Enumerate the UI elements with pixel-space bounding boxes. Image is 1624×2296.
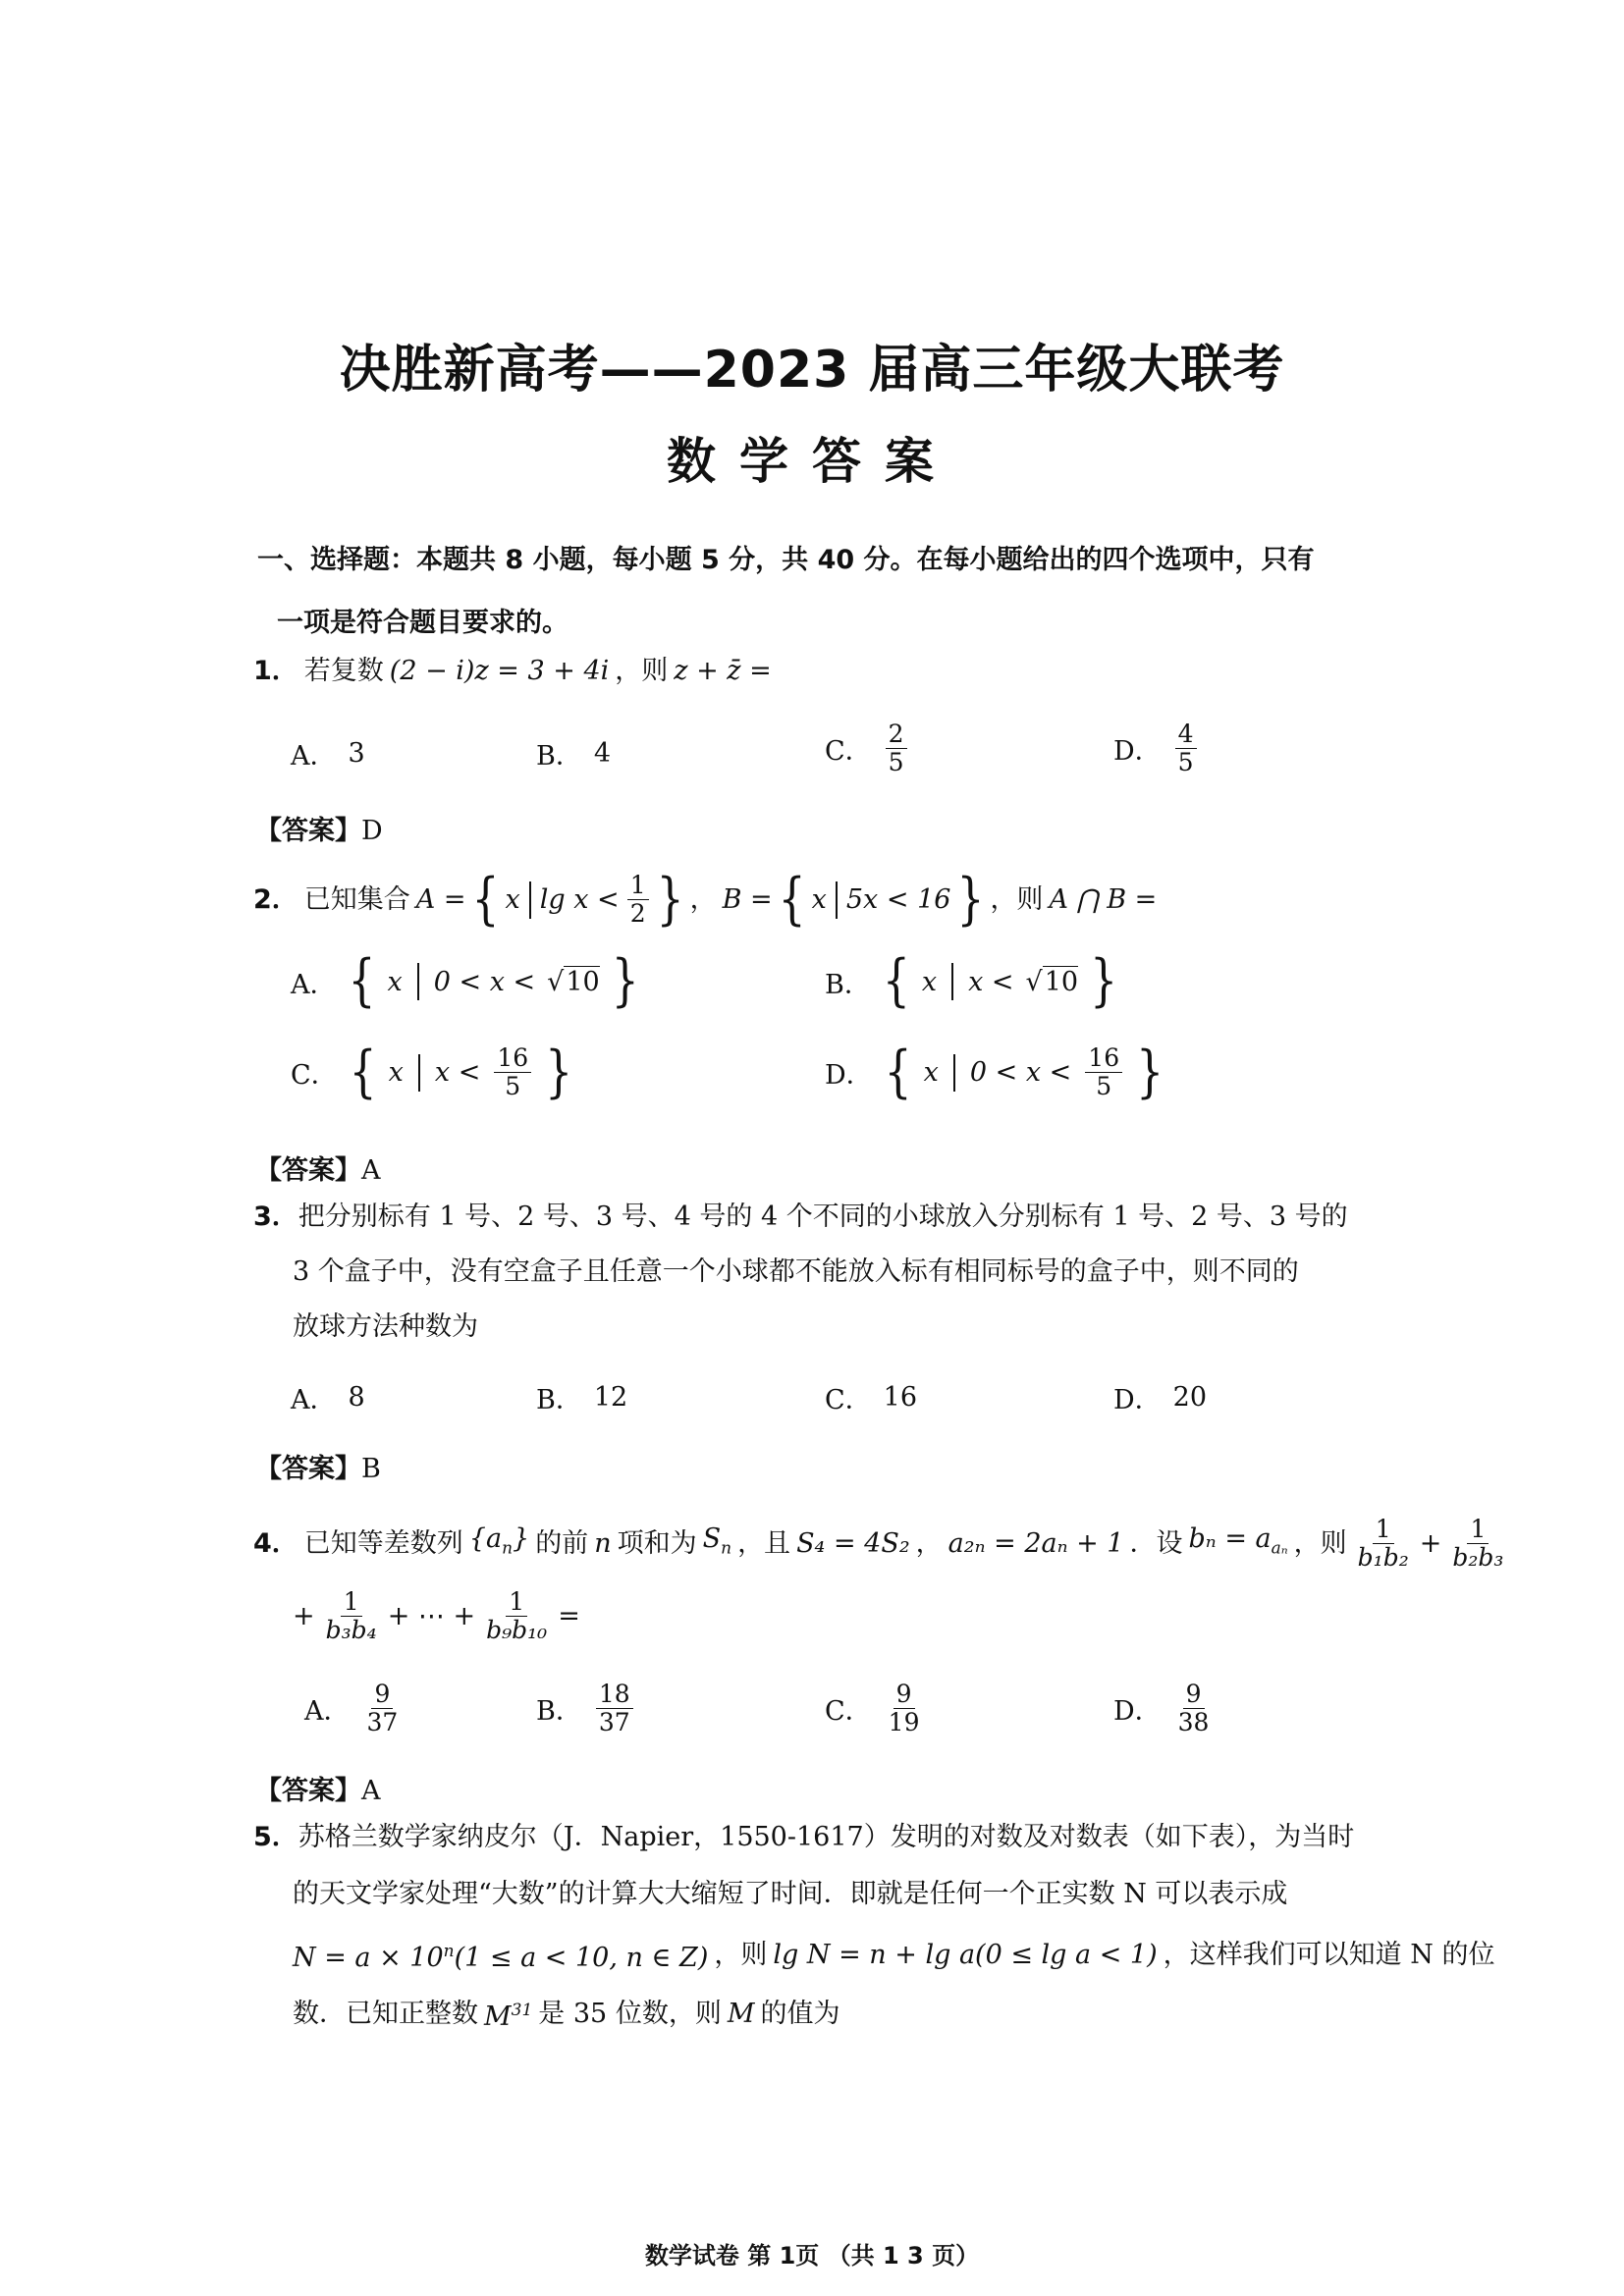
- fraction: $\frac{18}{37}$: [596, 1681, 633, 1736]
- question-text: ．设: [1129, 1527, 1183, 1559]
- math-expression: $\{a_n\}$: [468, 1522, 530, 1559]
- question-3-line2: 3 个盒子中，没有空盒子且任意一个小球都不能放入标有相同标号的盒子中，则不同的: [293, 1256, 1299, 1287]
- option-b: [536, 1378, 627, 1416]
- option-label: B．: [536, 1696, 582, 1727]
- brace-close: }: [1090, 948, 1118, 1014]
- question-number: 4．: [253, 1527, 298, 1559]
- math-expression: $M^{31}$: [484, 2001, 533, 2032]
- math-expression: lg N = n + lg a(0 ≤ lg a < 1): [773, 1939, 1158, 1970]
- option-d: [1113, 1378, 1207, 1416]
- fraction: $\frac{16}{5}$: [1085, 1044, 1122, 1100]
- answer-line: [255, 1769, 381, 1807]
- question-text: ，则: [1293, 1527, 1347, 1559]
- option-c: [291, 1039, 573, 1104]
- question-text: 已知等差数列: [303, 1527, 463, 1559]
- question-text: 把分别标有 1 号、2 号、3 号、4 号的 4 个不同的小球放入分别标有 1 号、2 号、3 号的: [298, 1201, 1348, 1232]
- brace-close: }: [656, 866, 684, 932]
- brace-open: {: [882, 948, 910, 1014]
- sqrt-sign: √10: [547, 966, 600, 997]
- question-text: 的前: [535, 1527, 589, 1559]
- set-bar: [418, 1054, 420, 1092]
- option-c: [825, 1681, 924, 1736]
- question-3-line1: [253, 1198, 1348, 1237]
- question-2: [253, 866, 1158, 932]
- operator: + ⋯ +: [387, 1600, 476, 1631]
- math-expression: n: [594, 1527, 612, 1559]
- math-expression: x: [388, 1057, 404, 1088]
- math-expression: M: [727, 1998, 755, 2029]
- option-value: 3: [348, 738, 365, 769]
- math-expression: x: [923, 1057, 939, 1088]
- question-text: ，则: [615, 656, 669, 686]
- sqrt-sign: √10: [1025, 966, 1079, 997]
- answer-value: A: [361, 1155, 381, 1186]
- math-expression: lg x <: [539, 883, 620, 915]
- option-value: 12: [593, 1382, 628, 1413]
- fraction: $\frac{9}{19}$: [888, 1680, 920, 1736]
- math-expression: (2 − i)z = 3 + 4i: [389, 656, 610, 686]
- answer-tag: 【答案】: [255, 1454, 361, 1484]
- option-d: [825, 1039, 1164, 1104]
- question-text: ，则: [714, 1939, 768, 1970]
- answer-line: [255, 1447, 381, 1485]
- set-bar: [953, 1054, 955, 1092]
- option-b: [825, 948, 1118, 1014]
- page-footer: 数学试卷 第 1页 （共 1 3 页）: [644, 2242, 980, 2269]
- option-label: B．: [825, 969, 871, 1000]
- question-text: 若复数: [303, 656, 384, 686]
- fraction: $\frac{1}{\text{b₉b₁₀}}$: [486, 1587, 548, 1644]
- question-4-line2: [293, 1588, 580, 1644]
- brace-open: {: [349, 1039, 377, 1104]
- math-expression: z + z̄ =: [674, 656, 772, 686]
- option-a: [291, 734, 365, 773]
- option-value: 20: [1172, 1382, 1208, 1413]
- option-a: [304, 1681, 403, 1736]
- math-expression: A ⋂ B =: [1049, 883, 1158, 915]
- set-bar: [417, 963, 419, 1000]
- question-1: [253, 652, 772, 691]
- brace-open: {: [884, 1039, 912, 1104]
- question-number: 1．: [253, 656, 298, 686]
- math-expression: A =: [415, 883, 466, 915]
- math-expression: x: [505, 883, 520, 915]
- operator: +: [1419, 1527, 1442, 1559]
- fraction: $\frac{4}{5}$: [1175, 721, 1197, 776]
- page-subtitle: 数学答案: [667, 433, 957, 490]
- section-heading-line1: 一、选择题：本题共 8 小题，每小题 5 分，共 40 分。在每小题给出的四个选项中，只有: [257, 545, 1315, 575]
- answer-value: A: [361, 1776, 381, 1806]
- answer-line: [255, 809, 383, 847]
- math-expression: $N = a \times 10^n(1 \le a < 10$, n ∈ Z): [293, 1942, 709, 1973]
- answer-value: D: [361, 816, 383, 846]
- question-text: 项和为: [617, 1527, 697, 1559]
- math-expression: $S_n$: [702, 1522, 732, 1559]
- option-b: [536, 734, 611, 773]
- option-b: [536, 1681, 635, 1736]
- option-value: 16: [883, 1382, 918, 1413]
- page-title: 决胜新高考——2023 届高三年级大联考: [339, 341, 1285, 400]
- option-label: B．: [536, 741, 582, 772]
- math-expression: a₂ₙ = 2aₙ + 1: [947, 1527, 1124, 1559]
- option-label: D．: [1113, 1385, 1162, 1415]
- fraction: $\frac{1}{2}$: [627, 872, 649, 928]
- math-expression: x <: [434, 1057, 481, 1088]
- question-number: 5．: [253, 1822, 298, 1852]
- answer-value: B: [361, 1454, 381, 1484]
- set-bar: [836, 881, 838, 919]
- answer-tag: 【答案】: [255, 1155, 361, 1186]
- math-expression: 0 < x <: [433, 966, 536, 997]
- option-label: D．: [825, 1060, 873, 1091]
- fraction: $\frac{1}{\text{b₁b₂}}$: [1357, 1515, 1409, 1572]
- math-expression: x: [811, 883, 827, 915]
- math-expression: x: [921, 966, 938, 997]
- fraction: $\frac{16}{5}$: [494, 1044, 531, 1100]
- option-d: [1113, 1681, 1214, 1736]
- question-text: 是 35 位数，则: [538, 1998, 722, 2029]
- question-text: ，这样我们可以知道 N 的位: [1163, 1939, 1495, 1970]
- option-value: 4: [593, 738, 612, 769]
- brace-close: }: [956, 866, 985, 932]
- set-bar: [529, 881, 531, 919]
- math-expression: 0 < x <: [969, 1057, 1072, 1088]
- brace-close: }: [611, 948, 639, 1014]
- question-5-line2: 的天文学家处理“大数”的计算大大缩短了时间．即就是任何一个正实数 N 可以表示成: [293, 1879, 1288, 1909]
- question-5-line1: [253, 1818, 1354, 1857]
- answer-tag: 【答案】: [255, 816, 361, 846]
- option-a: [291, 948, 639, 1014]
- question-5-line3: [293, 1932, 1494, 1978]
- answer-tag: 【答案】: [255, 1776, 361, 1806]
- option-label: B．: [536, 1385, 582, 1415]
- brace-open: {: [471, 866, 500, 932]
- option-c: [825, 1378, 917, 1416]
- option-c: [825, 721, 909, 776]
- option-label: A．: [304, 1696, 351, 1727]
- option-label: C．: [825, 1385, 872, 1415]
- fraction: $\frac{9}{38}$: [1177, 1680, 1210, 1736]
- punctuation: ，: [915, 1527, 943, 1559]
- question-text: 的值为: [760, 1998, 840, 2029]
- section-heading-line2: 一项是符合题目要求的。: [277, 608, 568, 638]
- option-label: D．: [1113, 736, 1162, 767]
- math-expression: 5x < 16: [845, 883, 951, 915]
- question-number: 2．: [253, 883, 298, 915]
- brace-open: {: [778, 866, 806, 932]
- option-label: C．: [825, 1696, 872, 1727]
- answer-line: [255, 1148, 381, 1187]
- fraction: $\frac{1}{\text{b₂b₃}}$: [1452, 1515, 1504, 1572]
- brace-close: }: [545, 1039, 573, 1104]
- brace-open: {: [348, 948, 376, 1014]
- operator: =: [558, 1600, 580, 1631]
- question-text: 苏格兰数学家纳皮尔（J．Napier，1550-1617）发明的对数及对数表（如下表），为当时: [298, 1822, 1355, 1852]
- option-label: D．: [1113, 1696, 1162, 1727]
- math-expression: x <: [968, 966, 1014, 997]
- question-text: 数．已知正整数: [293, 1998, 478, 2029]
- option-label: C．: [825, 736, 872, 767]
- brace-close: }: [1136, 1039, 1164, 1104]
- option-label: A．: [291, 969, 337, 1000]
- math-expression: $b_n = a_{a_n}$: [1188, 1522, 1288, 1559]
- punctuation: ，: [689, 883, 717, 915]
- question-text: 已知集合: [303, 883, 410, 915]
- math-expression: S₄ = 4S₂: [796, 1527, 910, 1559]
- option-d: [1113, 721, 1199, 776]
- fraction: $\frac{1}{\text{b₃b₄}}$: [325, 1587, 377, 1644]
- set-bar: [951, 963, 953, 1000]
- question-4-line1: [253, 1516, 1508, 1572]
- math-expression: x: [387, 966, 403, 997]
- option-value: 8: [348, 1382, 365, 1413]
- option-a: [291, 1378, 365, 1416]
- operator: +: [293, 1600, 315, 1631]
- option-label: A．: [291, 741, 337, 772]
- question-3-line3: 放球方法种数为: [293, 1311, 478, 1342]
- option-label: C．: [291, 1060, 338, 1091]
- question-text: ，且: [737, 1527, 791, 1559]
- question-5-line4: [293, 1991, 839, 2037]
- fraction: $\frac{2}{5}$: [886, 721, 907, 776]
- question-number: 3．: [253, 1201, 298, 1232]
- question-text: ，则: [990, 883, 1044, 915]
- option-label: A．: [291, 1385, 337, 1415]
- math-expression: B =: [722, 883, 773, 915]
- fraction: $\frac{9}{37}$: [366, 1680, 399, 1736]
